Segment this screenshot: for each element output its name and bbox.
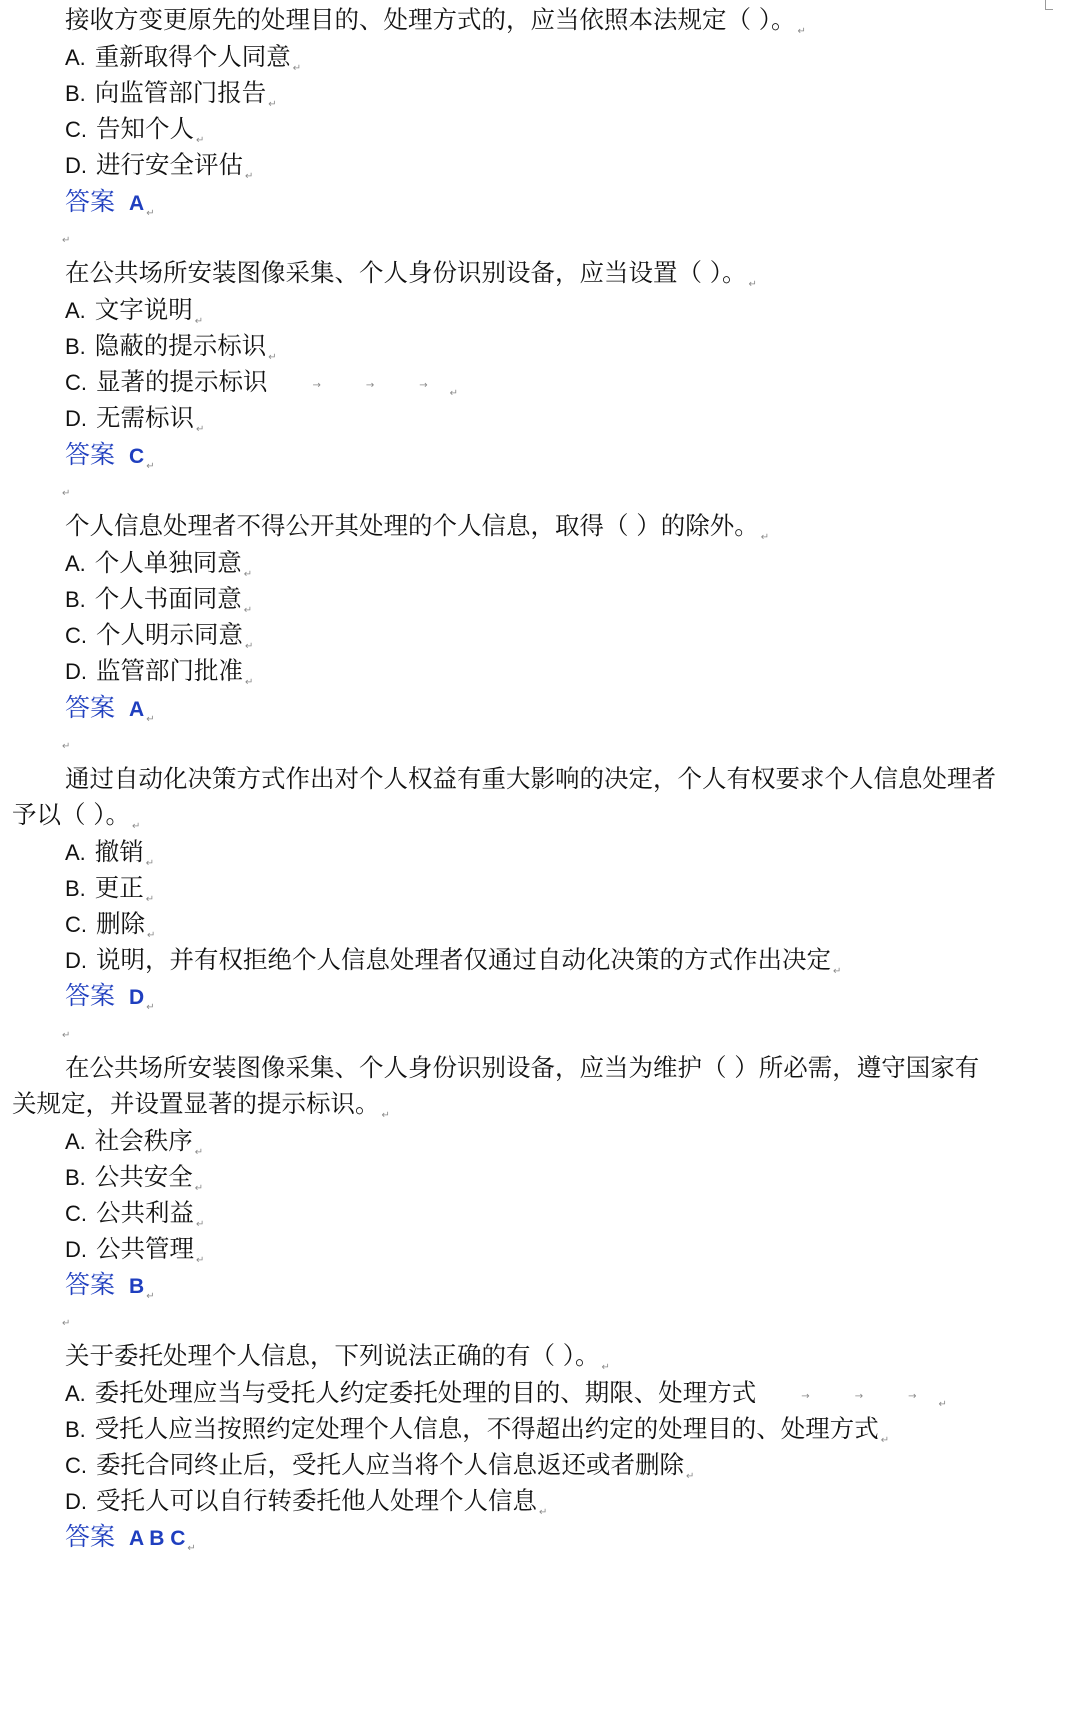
- question-3-option-d: D. 监管部门批准 $_↵$: [65, 656, 254, 688]
- tab-mark: →: [908, 1391, 917, 1402]
- question-6-option-b: B. 受托人应当按照约定处理个人信息，不得超出约定的处理目的、处理方式 $_↵$: [65, 1414, 890, 1446]
- question-2-option-a: A. 文字说明 $_↵$: [65, 295, 204, 327]
- question-6-option-c: C. 委托合同终止后，受托人应当将个人信息返还或者删除 $_↵$: [65, 1450, 695, 1482]
- question-5-option-c: C. 公共利益 $_↵$: [65, 1198, 205, 1230]
- empty-paragraph-mark: ↵: [62, 1318, 71, 1329]
- question-5-answer: 答案 B $_↵$: [65, 1270, 155, 1302]
- question-1-option-c: C. 告知个人 $_↵$: [65, 114, 205, 146]
- question-6-answer: 答案 A B C $_↵$: [65, 1522, 196, 1554]
- question-1-answer: 答案 A $_↵$: [65, 187, 155, 219]
- question-3-stem: 个人信息处理者不得公开其处理的个人信息，取得（ ）的除外。 $_↵$: [65, 511, 770, 543]
- question-4-option-b: B. 更正 $_↵$: [65, 873, 155, 905]
- question-1-option-a: A. 重新取得个人同意 $_↵$: [65, 42, 302, 74]
- question-6-option-a: A. 委托处理应当与受托人约定委托处理的目的、期限、处理方式 → → $\to_↵$: [65, 1378, 947, 1410]
- question-3-option-c: C. 个人明示同意 $_↵$: [65, 620, 254, 652]
- tab-mark: →: [854, 1391, 864, 1402]
- empty-paragraph-mark: ↵: [62, 741, 71, 752]
- question-5-stem-line-1: 在公共场所安装图像采集、个人身份识别设备，应当为维护（ ）所必需，遵守国家有: [65, 1053, 980, 1082]
- tab-mark: →: [419, 380, 428, 391]
- question-2-answer: 答案 C $_↵$: [65, 440, 155, 472]
- question-4-stem-line-2: 予以（ ）。 $_↵$: [12, 800, 141, 832]
- question-3-option-b: B. 个人书面同意 $_↵$: [65, 584, 253, 616]
- question-4-option-c: C. 删除 $_↵$: [65, 909, 156, 941]
- question-2-option-b: B. 隐蔽的提示标识 $_↵$: [65, 331, 277, 363]
- question-4-option-d: D. 说明，并有权拒绝个人信息处理者仅通过自动化决策的方式作出决定 $_↵$: [65, 945, 842, 977]
- question-1-option-b: B. 向监管部门报告 $_↵$: [65, 78, 277, 110]
- question-3-option-a: A. 个人单独同意 $_↵$: [65, 548, 253, 580]
- question-1-stem: 接收方变更原先的处理目的、处理方式的，应当依照本法规定（ ）。 $_↵$: [65, 5, 806, 37]
- empty-paragraph-mark: ↵: [62, 235, 71, 246]
- question-2-option-c: C. 显著的提示标识 → → $\to_↵$: [65, 367, 459, 399]
- question-1-option-d: D. 进行安全评估 $_↵$: [65, 150, 254, 182]
- empty-paragraph-mark: ↵: [62, 1030, 71, 1041]
- page-corner-mark: [1045, 0, 1046, 10]
- question-2-stem: 在公共场所安装图像采集、个人身份识别设备，应当设置（ ）。 $_↵$: [65, 258, 757, 290]
- tab-mark: →: [312, 380, 321, 391]
- question-5-option-a: A. 社会秩序 $_↵$: [65, 1126, 204, 1158]
- question-6-option-d: D. 受托人可以自行转委托他人处理个人信息 $_↵$: [65, 1486, 548, 1518]
- question-5-option-b: B. 公共安全 $_↵$: [65, 1162, 204, 1194]
- question-5-option-d: D. 公共管理 $_↵$: [65, 1234, 205, 1266]
- question-6-stem: 关于委托处理个人信息，下列说法正确的有（ ）。 $_↵$: [65, 1341, 610, 1373]
- empty-paragraph-mark: ↵: [62, 488, 71, 499]
- question-4-option-a: A. 撤销 $_↵$: [65, 837, 155, 869]
- question-4-answer: 答案 D $_↵$: [65, 981, 155, 1013]
- tab-mark: →: [365, 380, 375, 391]
- question-4-stem-line-1: 通过自动化决策方式作出对个人权益有重大影响的决定，个人有权要求个人信息处理者: [65, 764, 996, 793]
- question-5-stem-line-2: 关规定，并设置显著的提示标识。 $_↵$: [12, 1089, 390, 1121]
- question-3-answer: 答案 A $_↵$: [65, 693, 155, 725]
- question-2-option-d: D. 无需标识 $_↵$: [65, 403, 205, 435]
- tab-mark: →: [801, 1391, 810, 1402]
